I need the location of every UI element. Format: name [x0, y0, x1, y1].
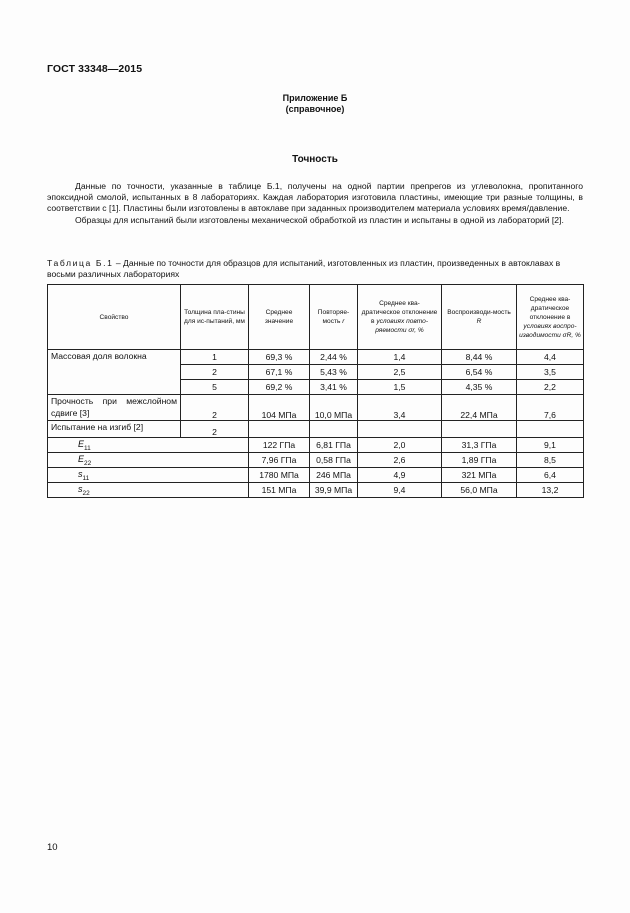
table-row	[48, 350, 584, 365]
table-row	[48, 395, 584, 421]
cell-reproducibility: 22,4 МПа	[442, 395, 517, 421]
property-fiber-content: Массовая доля волокна	[48, 350, 181, 395]
cell-sd-reproducibility: 6,4	[517, 468, 584, 483]
table-row	[48, 483, 584, 498]
cell-mean: 104 МПа	[249, 395, 310, 421]
header-mean: Среднее значение	[249, 285, 310, 350]
header-repeatability: Повторяе-мость r	[310, 285, 358, 350]
header-sd-reproducibility: Среднее ква-дратическое отклонение в условиях воспро-изводимости σR, %	[517, 285, 584, 350]
annex-heading	[0, 93, 630, 115]
cell-repeatability: 6,81 ГПа	[310, 438, 358, 453]
table-caption-text: – Данные по точности для образцов для испытаний, изготовленных из пластин, произведенных в автоклавах в восьми различных лабораториях	[47, 258, 561, 279]
cell-mean: 67,1 %	[249, 365, 310, 380]
cell-mean: 1780 МПа	[249, 468, 310, 483]
header-thickness: Толщина пла-стины для ис-пытаний, мм	[181, 285, 249, 350]
table-row	[48, 438, 584, 453]
cell-repeatability: 5,43 %	[310, 365, 358, 380]
cell-repeatability: 0,58 ГПа	[310, 453, 358, 468]
cell-repeatability: 39,9 МПа	[310, 483, 358, 498]
cell-empty	[442, 421, 517, 438]
annex-title: Приложение Б	[282, 93, 348, 103]
cell-reproducibility: 31,3 ГПа	[442, 438, 517, 453]
table-row	[48, 468, 584, 483]
cell-sd-repeatability: 1,5	[358, 380, 442, 395]
cell-repeatability: 10,0 МПа	[310, 395, 358, 421]
cell-reproducibility: 1,89 ГПа	[442, 453, 517, 468]
cell-reproducibility: 6,54 %	[442, 365, 517, 380]
cell-symbol: $s_{22}$	[48, 483, 249, 498]
cell-sd-reproducibility: 4,4	[517, 350, 584, 365]
cell-sd-repeatability: 1,4	[358, 350, 442, 365]
table-caption	[47, 258, 583, 279]
cell-empty	[310, 421, 358, 438]
cell-reproducibility: 321 МПа	[442, 468, 517, 483]
cell-mean: 69,2 %	[249, 380, 310, 395]
cell-thickness: 2	[181, 365, 249, 380]
annex-type: (справочное)	[285, 104, 345, 114]
header-property: Свойство	[48, 285, 181, 350]
table-caption-label: Таблица Б.1	[47, 258, 114, 268]
cell-sd-reproducibility: 7,6	[517, 395, 584, 421]
cell-mean: 7,96 ГПа	[249, 453, 310, 468]
cell-mean: 69,3 %	[249, 350, 310, 365]
cell-sd-reproducibility: 13,2	[517, 483, 584, 498]
cell-sd-repeatability: 2,6	[358, 453, 442, 468]
paragraph: Образцы для испытаний были изготовлены механической обработкой из пластин и испытаны в одной из лабораторий [2].	[75, 214, 564, 225]
cell-thickness: 2	[181, 421, 249, 438]
cell-sd-repeatability: 2,0	[358, 438, 442, 453]
cell-sd-reproducibility: 9,1	[517, 438, 584, 453]
cell-empty	[249, 421, 310, 438]
section-title: Точность	[292, 154, 338, 165]
cell-reproducibility: 56,0 МПа	[442, 483, 517, 498]
cell-repeatability: 3,41 %	[310, 380, 358, 395]
cell-repeatability: 2,44 %	[310, 350, 358, 365]
cell-sd-reproducibility: 8,5	[517, 453, 584, 468]
cell-sd-repeatability: 3,4	[358, 395, 442, 421]
cell-symbol: $s_{11}$	[48, 468, 249, 483]
cell-mean: 151 МПа	[249, 483, 310, 498]
property-bending-test: Испытание на изгиб [2]	[48, 421, 181, 438]
header-sd-repeatability: Среднее ква-дратическое отклонение в условиях повто-ряемости σr, %	[358, 285, 442, 350]
property-interlaminar-shear: Прочность при межслойном сдвиге [3]	[48, 395, 181, 421]
cell-sd-reproducibility: 2,2	[517, 380, 584, 395]
cell-symbol: $E_{11}$	[48, 438, 249, 453]
body-text	[47, 181, 583, 226]
cell-sd-repeatability: 2,5	[358, 365, 442, 380]
header-reproducibility: Воспроизводи-мость R	[442, 285, 517, 350]
cell-thickness: 5	[181, 380, 249, 395]
table-header-row	[48, 285, 584, 350]
standard-designation: ГОСТ 33348—2015	[47, 63, 143, 75]
cell-empty	[358, 421, 442, 438]
page-number: 10	[47, 842, 58, 853]
precision-table	[47, 284, 584, 498]
cell-thickness: 1	[181, 350, 249, 365]
cell-sd-reproducibility: 3,5	[517, 365, 584, 380]
cell-reproducibility: 4,35 %	[442, 380, 517, 395]
cell-reproducibility: 8,44 %	[442, 350, 517, 365]
table-row	[48, 421, 584, 438]
table-row	[48, 453, 584, 468]
cell-sd-repeatability: 4,9	[358, 468, 442, 483]
cell-sd-repeatability: 9,4	[358, 483, 442, 498]
cell-symbol: $E_{22}$	[48, 453, 249, 468]
cell-empty	[517, 421, 584, 438]
cell-mean: 122 ГПа	[249, 438, 310, 453]
cell-thickness: 2	[181, 395, 249, 421]
cell-repeatability: 246 МПа	[310, 468, 358, 483]
paragraph: Данные по точности, указанные в таблице Б.1, получены на одной партии препрегов из углеволокна, пропитанного эпоксидной смолой, испытанных в 8 лабораториях. Каждая лаборатория изготовила пластины, имеющие три разные толщины, в соответствии с [1]. Пластины были изготовлены в автоклаве при заданных производителем материала условиях время/давление.	[47, 181, 583, 214]
